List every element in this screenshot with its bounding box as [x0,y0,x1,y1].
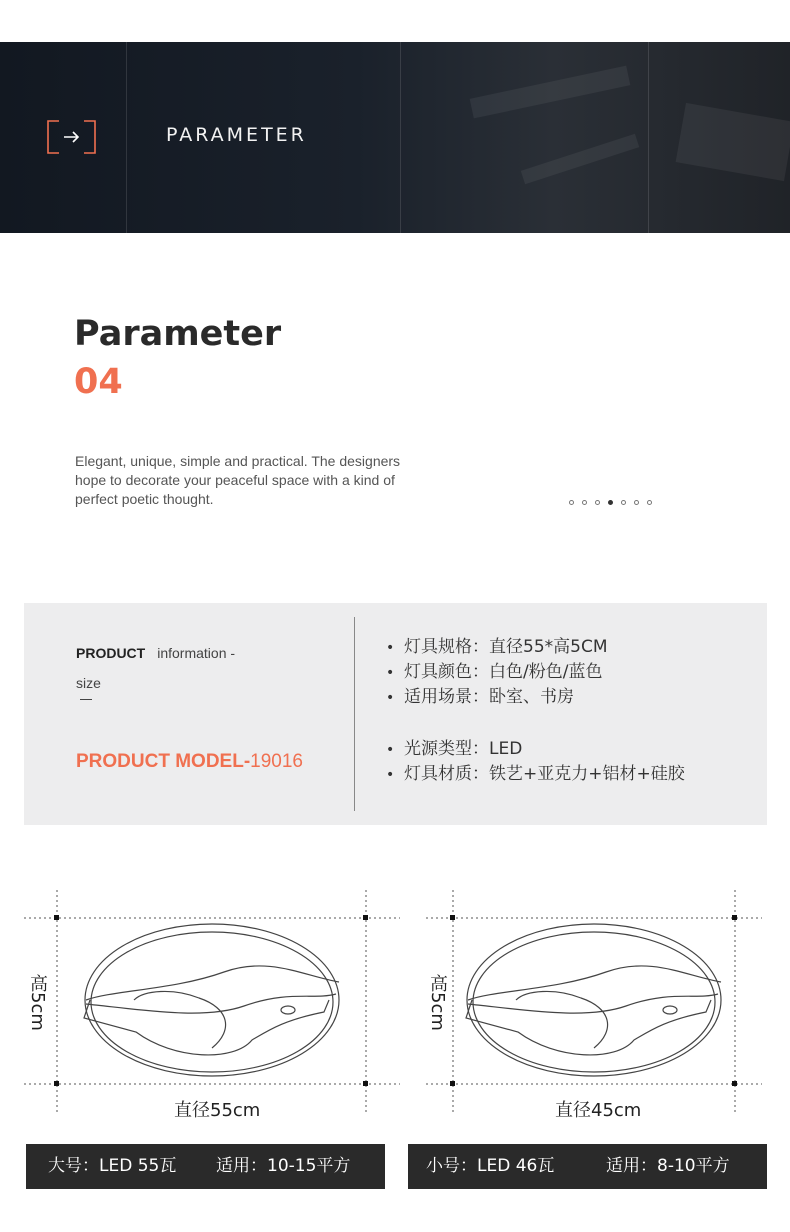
size-label: size [76,675,101,691]
height-label: 高5cm [27,974,48,1031]
product-info-panel [24,603,767,825]
carousel-dot[interactable] [569,500,574,505]
model-number: 19016 [250,751,303,772]
product-label-bold: PRODUCT [76,645,146,661]
carousel-dot[interactable] [634,500,639,505]
size-bar-small [408,1144,767,1189]
power-label: 大号：LED 55瓦 [48,1156,177,1176]
spec-item: • 灯具材质：铁艺+亚克力+铝材+硅胶 [386,764,685,784]
product-model [76,751,303,773]
section-number: 04 [74,362,123,402]
arrow-enter-icon [47,120,96,154]
spec-item: • 灯具颜色：白色/粉色/蓝色 [386,662,603,682]
carousel-dot[interactable] [608,500,613,505]
area-label: 适用：10-15平方 [216,1156,351,1176]
carousel-dots [569,500,652,505]
product-label-light: information - [157,645,236,661]
carousel-dot[interactable] [595,500,600,505]
model-label: PRODUCT MODEL- [76,751,251,772]
lamp-diagram-large [24,890,404,1120]
banner-divider [648,42,649,233]
diameter-label: 直径45cm [555,1100,642,1121]
banner-title: PARAMETER [166,124,307,146]
diameter-label: 直径55cm [174,1100,261,1121]
carousel-dot[interactable] [582,500,587,505]
section-description: Elegant, unique, simple and practical. The designers hope to decorate your peaceful space with a kind of perfect poetic thought. [75,453,401,507]
lamp-diagram-small [408,890,788,1120]
spec-item: • 光源类型：LED [386,739,523,759]
spec-list [386,635,685,787]
size-dash [80,699,92,700]
banner-divider [126,42,127,233]
banner-divider [400,42,401,233]
info-divider [354,617,355,811]
lamp-drawing [24,890,404,1120]
spec-item: • 灯具规格：直径55*高5CM [386,637,608,657]
spec-item: • 适用场景：卧室、书房 [386,687,574,707]
product-info-label [76,645,235,661]
parameter-banner [0,42,790,233]
banner-decor [521,134,639,184]
banner-decor [676,103,790,181]
area-label: 适用：8-10平方 [606,1156,730,1176]
carousel-dot[interactable] [647,500,652,505]
height-label: 高5cm [427,974,448,1031]
carousel-dot[interactable] [621,500,626,505]
banner-decor [470,66,631,119]
size-bar-large [26,1144,385,1189]
section-title: Parameter [74,314,282,354]
lamp-drawing [408,890,788,1120]
power-label: 小号：LED 46瓦 [426,1156,555,1176]
